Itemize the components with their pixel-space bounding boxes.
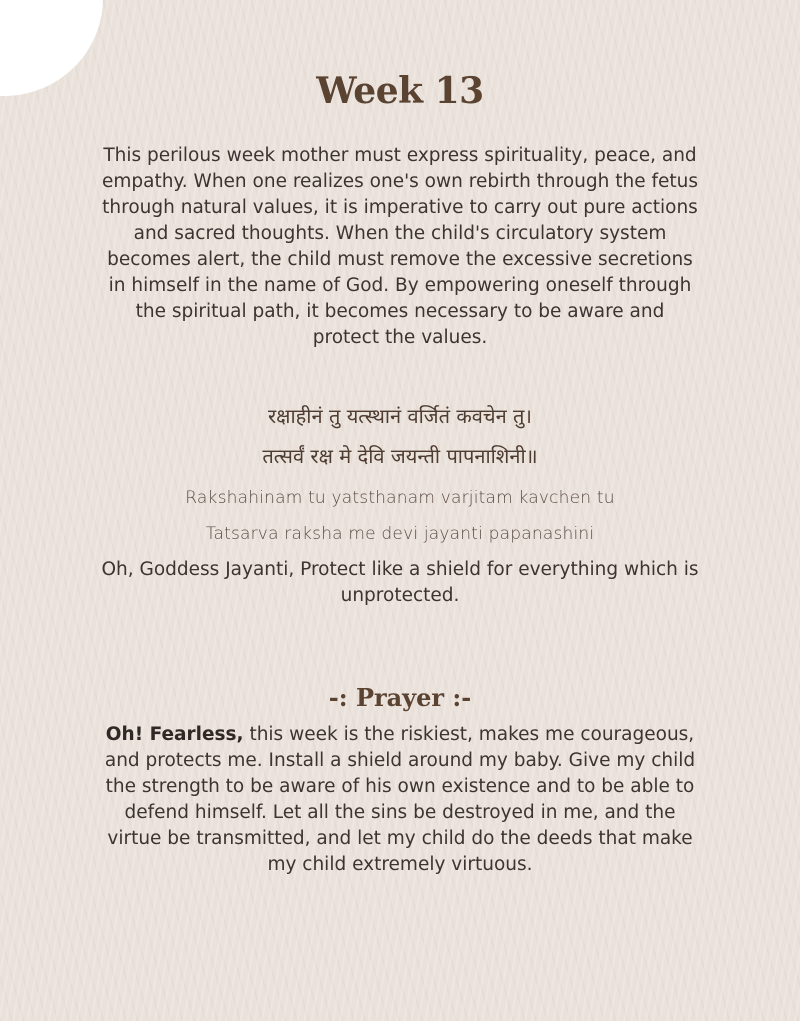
mantra-meaning: Oh, Goddess Jayanti, Protect like a shield for everything which is unprotected. [101, 559, 699, 606]
prayer-bold-lead: Oh! Fearless, [105, 724, 244, 745]
mantra-sanskrit-line-2: तत्सर्वं रक्ष मे देवि जयन्ती पापनाशिनी॥ [262, 444, 538, 468]
page-title: Week 13 [316, 70, 484, 112]
mantra-sanskrit-line-1: रक्षाहीनं तु यत्स्थानं वर्जितं कवचेन तु। [267, 404, 533, 428]
mantra-transliteration-line-2: Tatsarva raksha me devi jayanti papanashini [205, 524, 595, 544]
intro-paragraph: This perilous week mother must express spirituality, peace, and empathy. When one realizes one's own rebirth through the fetus through natural values, it is imperative to carry out pure actions and sacred thoughts. When the child's circulatory system becomes alert, the child must remove the excessive secretions in himself in the name of God. By empowering oneself through the spiritual path, it becomes necessary to be aware and protect the values. [102, 145, 698, 348]
prayer-body-text: this week is the riskiest, makes me courageous, and protects me. Install a shield around my baby. Give my child the strength to be aware of his own existence and to be able to defend himself. Let all the sins be destroyed in me, and the virtue be transmitted, and let my child do the deeds that make my child extremely virtuous. [104, 724, 696, 875]
prayer-heading: -: Prayer :- [328, 683, 472, 712]
mantra-transliteration-line-1: Rakshahinam tu yatsthanam varjitam kavchen tu [185, 488, 615, 508]
prayer-paragraph [100, 722, 700, 878]
